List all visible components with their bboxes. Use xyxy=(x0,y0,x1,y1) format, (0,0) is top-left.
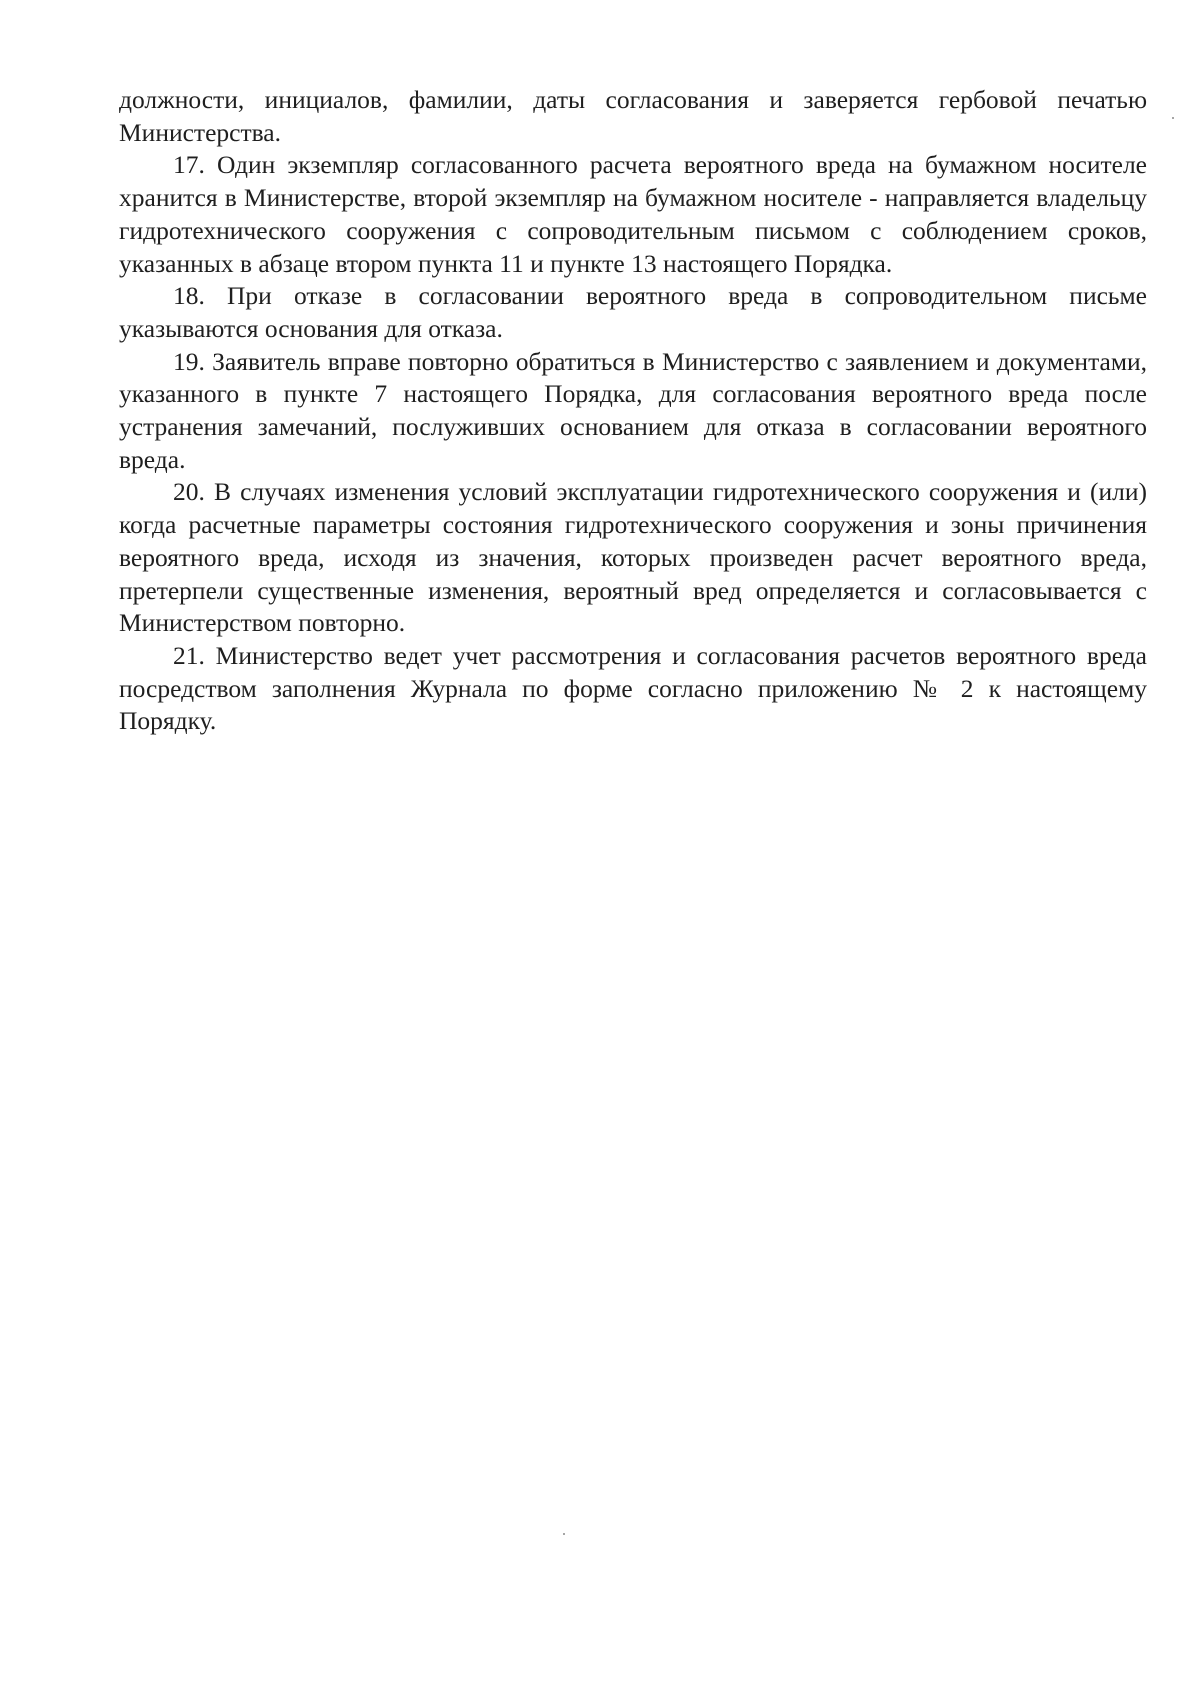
paragraph-continuation: должности, инициалов, фамилии, даты согласования и заверяется гербовой печатью Министерства. xyxy=(119,85,1147,147)
paragraph-item-20: 20. В случаях изменения условий эксплуатации гидротехнического сооружения и (или) когда расчетные параметры состояния гидротехнического сооружения и зоны причинения вероятного вреда, исходя из значения, которых произведен расчет вероятного вреда, претерпели существенные изменения, вероятный вред определяется и согласовывается с Министерством повторно. xyxy=(119,477,1147,638)
paragraph-item-17: 17. Один экземпляр согласованного расчета вероятного вреда на бумажном носителе хранится в Министерстве, второй экземпляр на бумажном носителе - направляется владельцу гидротехнического сооружения с сопроводительным письмом с соблюдением сроков, указанных в абзаце втором пункта 11 и пункте 13 настоящего Порядка. xyxy=(119,150,1147,278)
scan-speck-bottom xyxy=(563,1533,565,1535)
scan-speck-margin xyxy=(1172,117,1174,119)
document-body xyxy=(119,84,1147,738)
paragraph-item-18: 18. При отказе в согласовании вероятного вреда в сопроводительном письме указываются основания для отказа. xyxy=(119,281,1147,343)
paragraph-item-19: 19. Заявитель вправе повторно обратиться в Министерство с заявлением и документами, указанного в пункте 7 настоящего Порядка, для согласования вероятного вреда после устранения замечаний, послуживших основанием для отказа в согласовании вероятного вреда. xyxy=(119,346,1147,474)
paragraph-item-21: 21. Министерство ведет учет рассмотрения и согласования расчетов вероятного вреда посредством заполнения Журнала по форме согласно приложению № 2 к настоящему Порядку. xyxy=(119,640,1147,736)
